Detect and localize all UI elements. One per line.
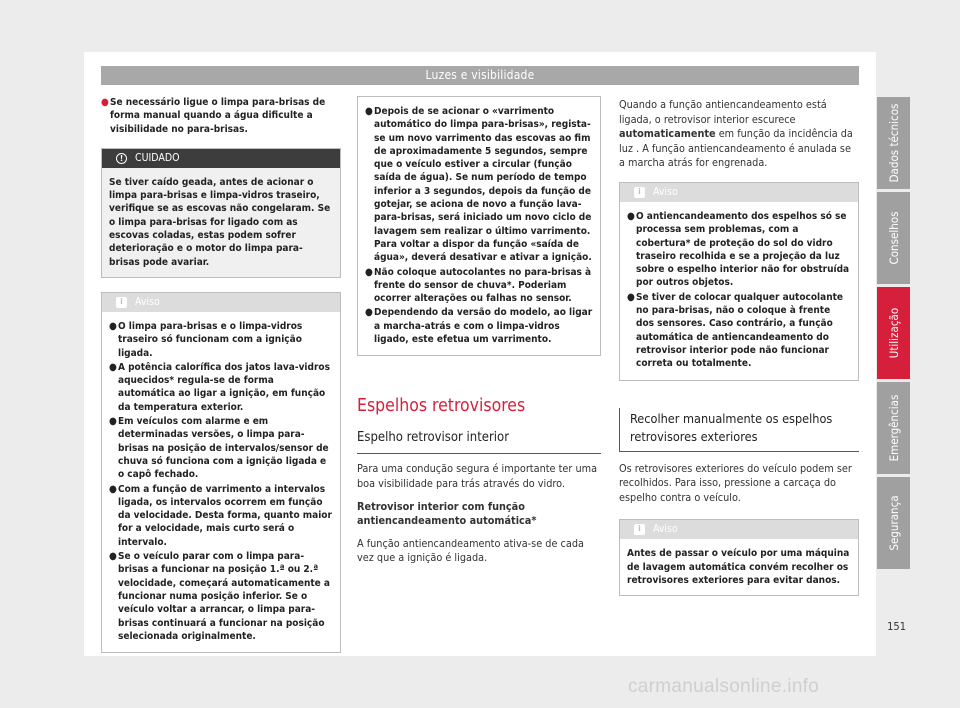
tab-utilizacao[interactable]: Utilização	[877, 287, 910, 379]
page-number: 151	[887, 620, 906, 633]
caution-box	[101, 148, 341, 278]
notice-box	[101, 292, 341, 653]
caution-text: Se tiver caído geada, antes de acionar o limpa para-brisas e limpa-vidros traseiro, verifique se as escovas não congelaram. Se o limpa para-brisas for ligado com as escovas coladas, estas podem sofrer deterioração e o motor do limpa para-brisas pode avariar.	[102, 168, 340, 277]
tab-emergencias[interactable]: Emergências	[877, 382, 910, 474]
paragraph: Os retrovisores exteriores do veículo podem ser recolhidos. Para isso, pressione a carcaça do espelho contra o veículo.	[619, 461, 852, 504]
info-icon: i	[634, 187, 645, 198]
bullet-icon: ●	[365, 106, 373, 117]
info-icon: i	[116, 297, 127, 308]
paragraph-heading: Retrovisor interior com função antiencandeamento automática*	[357, 499, 537, 528]
column-2	[357, 96, 601, 566]
list-item: ● O antiencandeamento dos espelhos só se processa sem problemas, com a cobertura* de proteção do sol do vidro traseiro recolhida e se a projeção da luz sobre o espelho interior não for obstruída por outros objetos.	[627, 210, 850, 289]
list-item: ● Com a função de varrimento a intervalos ligada, os intervalos ocorrem em função da velocidade. Desta forma, quanto maior for a velocidade, mais curto será o intervalo.	[109, 483, 332, 548]
notice-text: Antes de passar o veículo por uma máquina de lavagem automática convém recolher os retrovisores exteriores para evitar danos.	[627, 548, 850, 586]
caution-icon: !	[116, 153, 127, 164]
intro-bullet: ● Se necessário ligue o limpa para-brisas de forma manual quando a água dificulte a visibilidade no para-brisas.	[101, 97, 326, 135]
chapter-tabs	[877, 97, 910, 572]
section-title: Espelhos retrovisores	[357, 396, 526, 417]
bullet-icon: ●	[109, 416, 117, 428]
notice-header: i Aviso	[102, 293, 340, 312]
paragraph: A função antiencandeamento ativa-se de cada vez que a ignição é ligada.	[357, 536, 584, 565]
tab-seguranca[interactable]: Segurança	[877, 477, 910, 569]
watermark: carmanualsonline.info	[628, 676, 820, 697]
bullet-icon: ●	[109, 551, 117, 563]
notice-box	[619, 519, 859, 596]
tab-conselhos[interactable]: Conselhos	[877, 192, 910, 284]
paragraph: Para uma condução segura é importante ter uma boa visibilidade para trás através do vidro.	[357, 462, 598, 490]
list-item: ● O limpa para-brisas e o limpa-vidros traseiro só funcionam com a ignição ligada.	[109, 320, 303, 359]
list-item: ● Não coloque autocolantes no para-brisas à frente do sensor de chuva*. Poderiam ocorrer alterações ou falhas no sensor.	[365, 266, 592, 305]
list-item: ● A potência calorífica dos jatos lava-vidros aquecidos* regula-se de forma automática ao ligar a ignição, em função da temperatura exterior.	[109, 361, 330, 413]
bullet-icon: ●	[365, 307, 373, 319]
caution-header: ! CUIDADO	[102, 149, 340, 168]
notice-box	[619, 182, 859, 381]
list-item: ● Depois de se acionar o «varrimento automático do limpa para-brisas», regista-se um novo varrimento das escovas ao fim de aproximadamente 5 segundos, sempre que o veículo estiver a circular (função saída de água). Se num período de tempo inferior a 3 segundos, depois da função de gotejar, se aciona de novo a função lava-para-brisas, será iniciado um novo ciclo de lavagem sem realizar o último varrimento. Para voltar a dispor da função «saída de água», deverá desativar e ativar a ignição.	[365, 106, 592, 264]
notice-body	[102, 312, 340, 652]
sub-title: Recolher manualmente os espelhos retrovisores exteriores	[619, 408, 859, 452]
list-item: ● Em veículos com alarme e em determinadas versões, o limpa para-brisas na posição de intervalos/sensor de chuva só funciona com a ignição ligada e o capô fechado.	[109, 416, 329, 481]
bullet-icon: ●	[365, 266, 373, 278]
list-item: ● Dependendo da versão do modelo, ao ligar a marcha-atrás e com o limpa-vidros ligado, este efetua um varrimento.	[365, 307, 593, 346]
bullet-icon: ●	[101, 97, 109, 108]
continued-notice-box	[357, 96, 601, 356]
list-item: ● Se tiver de colocar qualquer autocolante no para-brisas, não o coloque à frente dos sensores. Caso contrário, a função automática de antiencandeamento do retrovisor interior pode não funcionar correta ou totalmente.	[627, 291, 844, 370]
tab-dados-tecnicos[interactable]: Dados técnicos	[877, 97, 910, 189]
bullet-icon: ●	[627, 210, 635, 222]
bullet-icon: ●	[109, 320, 117, 332]
notice-header: i Aviso	[620, 520, 858, 539]
column-1	[101, 96, 341, 653]
bullet-icon: ●	[109, 361, 117, 373]
bullet-icon: ●	[627, 291, 635, 303]
notice-header: i Aviso	[620, 183, 858, 202]
paragraph: Quando a função antiencandeamento está ligada, o retrovisor interior escurece automaticamente em função da incidência da luz . A função antiencandeamento é anulada se a marcha atrás for engrenada.	[619, 98, 853, 170]
bullet-icon: ●	[109, 483, 117, 495]
notice-body	[620, 202, 858, 380]
sub-title: Espelho retrovisor interior	[357, 429, 601, 454]
list-item: ● Se o veículo parar com o limpa para-brisas a funcionar na posição 1.ª ou 2.ª velocidade, começará automaticamente a funcionar numa posição inferior. Se o veículo voltar a arrancar, o limpa para-brisas continuará a funcionar na posição selecionada originalmente.	[109, 551, 330, 642]
info-icon: i	[634, 524, 645, 535]
page-header: Luzes e visibilidade	[101, 66, 859, 85]
column-3	[619, 98, 859, 596]
continued-notice-body	[358, 97, 600, 355]
